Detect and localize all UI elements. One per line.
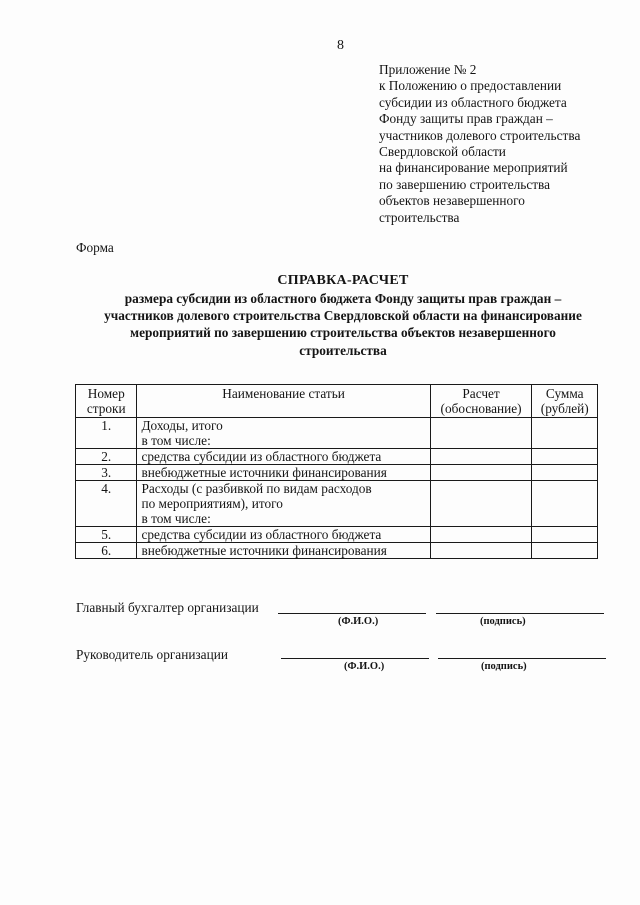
header-text: Сумма xyxy=(545,386,584,401)
table-row xyxy=(76,449,598,465)
header-item-name: Наименование статьи xyxy=(137,385,430,418)
document-subtitle-line: мероприятий по завершению строительства объектов незавершенного xyxy=(130,325,556,341)
appendix-line: строительства xyxy=(379,209,460,225)
page-number: 8 xyxy=(337,38,344,53)
row-number: 6. xyxy=(76,543,137,559)
row-item-name xyxy=(137,465,430,481)
row-text: в том числе: xyxy=(141,511,211,526)
row-text: внебюджетные источники финансирования xyxy=(141,465,387,480)
appendix-line: к Положению о предоставлении xyxy=(379,78,562,94)
row-item-name xyxy=(137,543,430,559)
row-number: 5. xyxy=(76,527,137,543)
chief-accountant-label: Главный бухгалтер организации xyxy=(76,600,259,615)
appendix-line: объектов незавершенного xyxy=(379,193,525,209)
row-calculation-cell[interactable] xyxy=(430,527,532,543)
row-text: внебюджетные источники финансирования xyxy=(141,543,387,558)
header-sum xyxy=(532,385,598,418)
row-sum-cell[interactable] xyxy=(532,465,598,481)
row-text: средства субсидии из областного бюджета xyxy=(141,527,382,542)
row-number: 4. xyxy=(76,481,137,527)
row-number: 1. xyxy=(76,418,137,449)
row-calculation-cell[interactable] xyxy=(430,449,532,465)
document-subtitle-line: размера субсидии из областного бюджета Фонду защиты прав граждан – xyxy=(124,291,562,306)
header-text: (рублей) xyxy=(540,401,589,416)
appendix-line: по завершению строительства xyxy=(379,176,551,192)
head-fio-caption: (Ф.И.О.) xyxy=(344,661,385,672)
table-row xyxy=(76,527,598,543)
row-sum-cell[interactable] xyxy=(532,449,598,465)
row-calculation-cell[interactable] xyxy=(430,465,532,481)
row-sum-cell[interactable] xyxy=(532,543,598,559)
row-sum-cell[interactable] xyxy=(532,481,598,527)
table-row xyxy=(76,481,598,527)
row-item-name xyxy=(137,449,430,465)
row-calculation-cell[interactable] xyxy=(430,418,532,449)
header-row-number xyxy=(76,385,137,418)
row-text: Доходы, итого xyxy=(141,418,223,433)
chief-accountant-fio-line[interactable] xyxy=(278,613,426,614)
row-item-name xyxy=(137,527,430,543)
calculation-table xyxy=(75,384,598,559)
row-text: средства субсидии из областного бюджета xyxy=(141,449,382,464)
table-header-row xyxy=(76,385,598,418)
appendix-line: Свердловской области xyxy=(379,144,506,160)
head-signature-line[interactable] xyxy=(438,658,606,659)
row-sum-cell[interactable] xyxy=(532,527,598,543)
head-label: Руководитель организации xyxy=(76,647,228,662)
header-text: Номер xyxy=(87,386,125,401)
chief-accountant-signature-line[interactable] xyxy=(436,613,604,614)
head-signature-caption: (подпись) xyxy=(481,661,527,672)
document-title: СПРАВКА-РАСЧЕТ xyxy=(277,273,409,288)
header-text: Расчет xyxy=(462,386,500,401)
table-row xyxy=(76,465,598,481)
header-text: (обоснование) xyxy=(440,401,522,416)
appendix-line: субсидии из областного бюджета xyxy=(379,94,567,110)
table-row xyxy=(76,418,598,449)
row-number: 3. xyxy=(76,465,137,481)
document-subtitle-line: участников долевого строительства Свердловской области на финансирование xyxy=(104,308,582,324)
row-calculation-cell[interactable] xyxy=(430,481,532,527)
appendix-note xyxy=(379,62,619,226)
row-text: Расходы (с разбивкой по видам расходов xyxy=(141,481,372,496)
table-row xyxy=(76,543,598,559)
row-item-name xyxy=(137,481,430,527)
row-text: в том числе: xyxy=(141,433,211,448)
appendix-line: Приложение № 2 xyxy=(379,62,477,77)
chief-accountant-signature-caption: (подпись) xyxy=(480,616,526,627)
appendix-line: Фонду защиты прав граждан – xyxy=(379,111,553,127)
appendix-line: участников долевого строительства xyxy=(379,127,581,143)
row-number: 2. xyxy=(76,449,137,465)
header-text: строки xyxy=(86,401,126,416)
chief-accountant-fio-caption: (Ф.И.О.) xyxy=(338,616,379,627)
document-subtitle-line: строительства xyxy=(299,342,387,358)
row-calculation-cell[interactable] xyxy=(430,543,532,559)
row-item-name xyxy=(137,418,430,449)
header-calculation xyxy=(430,385,532,418)
document-heading xyxy=(76,272,610,359)
row-text: по мероприятиям), итого xyxy=(141,496,283,511)
head-fio-line[interactable] xyxy=(281,658,429,659)
form-label: Форма xyxy=(76,240,114,255)
row-sum-cell[interactable] xyxy=(532,418,598,449)
appendix-line: на финансирование мероприятий xyxy=(379,160,568,176)
